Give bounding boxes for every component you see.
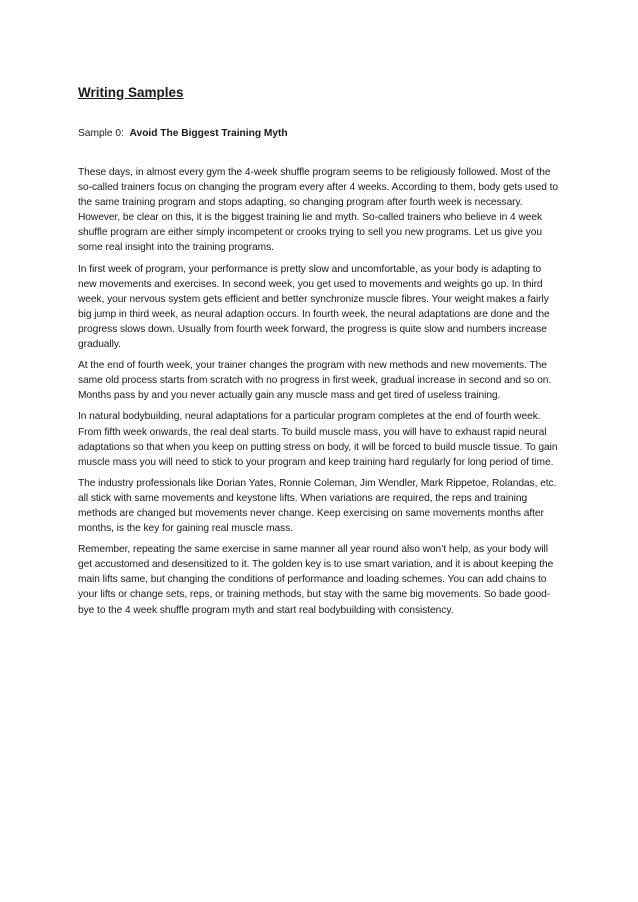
sample-heading <box>78 126 562 141</box>
page-title: Writing Samples <box>78 85 184 100</box>
paragraph-2: In first week of program, your performance is pretty slow and uncomfortable, as your body is adapting to new movements and exercises. In second week, you get used to movements and weights go up. In third week, your nervous system gets efficient and better synchronize muscle fibres. Your weight makes a fairly big jump in third week, as neural adaption occurs. In fourth week, the neural adaptations are done and the progress slows down. Usually from fourth week forward, the progress is quite slow and numbers increase gradually. <box>78 263 550 351</box>
paragraph-4: In natural bodybuilding, neural adaptations for a particular program completes at the end of fourth week. From fifth week onwards, the real deal starts. To build muscle mass, you will have to exhaust rapid neural adaptations so that when you keep on putting stress on body, it will be forced to build muscle tissue. To gain muscle mass you will need to stick to your program and keep training hard regularly for long period of time. <box>78 411 558 468</box>
paragraph-6: Remember, repeating the same exercise in same manner all year round also won’t help, as your body will get accustomed and desensitized to it. The golden key is to use smart variation, and it is about keeping the main lifts same, but changing the conditions of performance and loading schemes. You can add chains to your lifts or change sets, reps, or training methods, but stay with the same big movements. So bade good-bye to the 4 week shuffle program myth and start real bodybuilding with consistency. <box>78 544 554 616</box>
paragraph-1: These days, in almost every gym the 4-week shuffle program seems to be religiously followed. Most of the so-called trainers focus on changing the program every after 4 weeks. According to them, body gets used to the same training program and stops adapting, so changing program after fourth week is necessary. However, be clear on this, it is the biggest training lie and myth. So-called trainers who believe in 4 week shuffle program are either simply incompetent or crooks trying to sell you new programs. Let us give you some real insight into the training programs. <box>78 167 559 254</box>
paragraph-5: The industry professionals like Dorian Yates, Ronnie Coleman, Jim Wendler, Mark Rippetoe, Rolandas, etc. all stick with same movements and keystone lifts. When variations are required, the reps and training methods are changed but movements never change. Keep exercising on same movements months after months, is the key for gaining real muscle mass. <box>78 477 557 535</box>
sample-label: Sample 0: <box>78 128 124 139</box>
paragraph-3: At the end of fourth week, your trainer changes the program with new methods and new movements. The same old process starts from scratch with no progress in first week, gradual increase in second and so on. Months pass by and you never actually gain any muscle mass and get tired of useless training. <box>78 360 552 402</box>
sample-title: Avoid The Biggest Training Myth <box>129 128 288 139</box>
document-page <box>78 84 562 624</box>
